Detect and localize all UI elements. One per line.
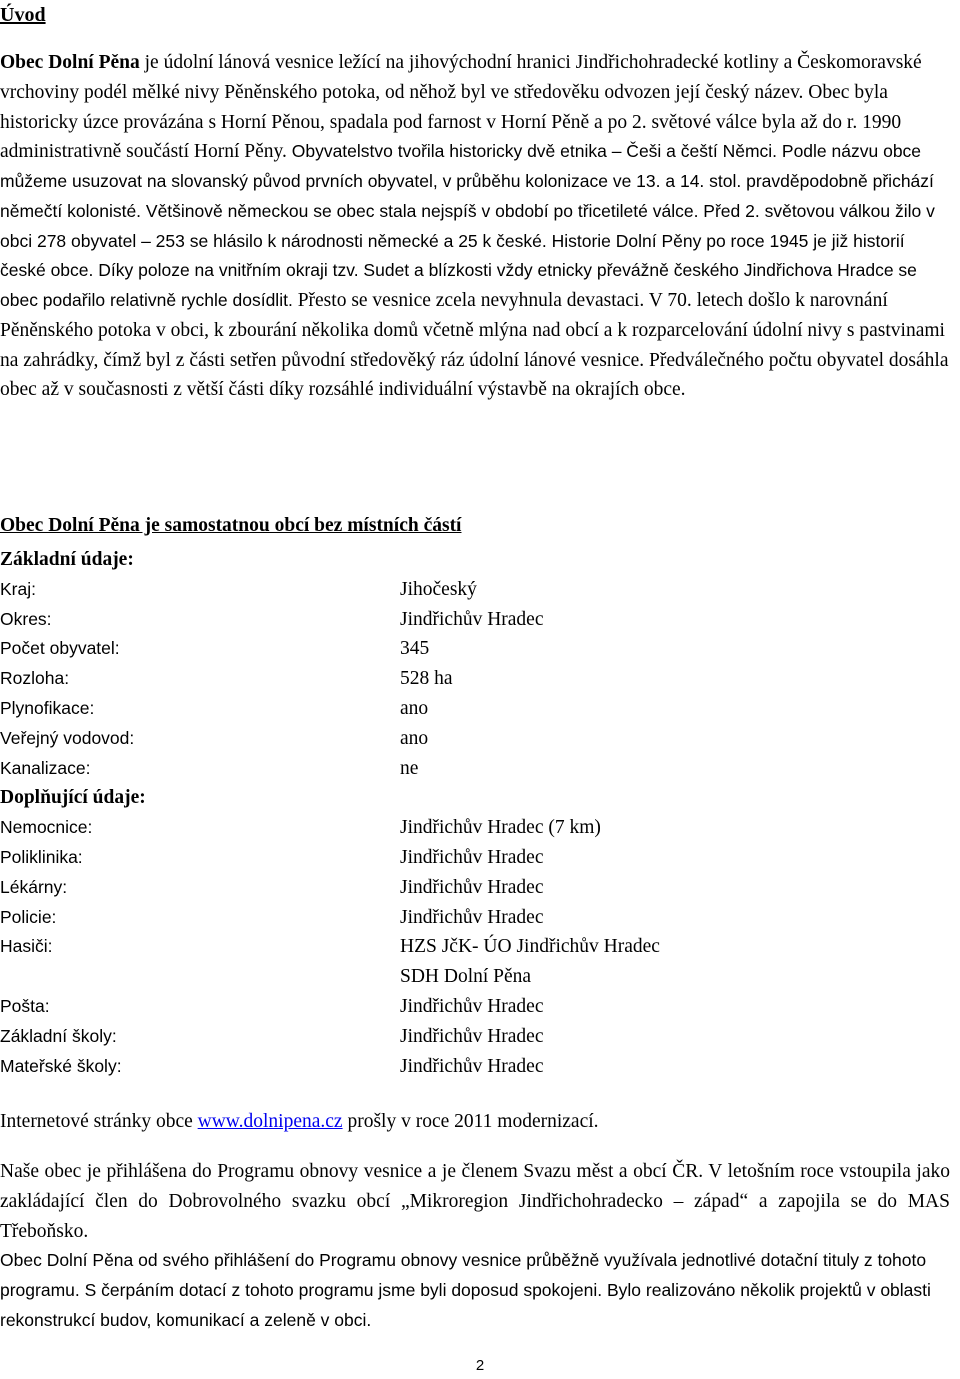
row-label: Lékárny: <box>0 876 68 897</box>
row-label: Kraj: <box>0 578 36 599</box>
intro-paragraph <box>0 48 950 405</box>
row-label: Kanalizace: <box>0 757 91 778</box>
row-value: Jindřichův Hradec <box>400 876 544 898</box>
row-value: 528 ha <box>400 668 453 690</box>
info-table <box>0 545 950 1081</box>
row-label: Okres: <box>0 608 52 629</box>
table-row <box>0 843 950 873</box>
program-paragraph-1: Naše obec je přihlášena do Programu obnovy vesnice a je členem Svazu měst a obcí ČR. V letošním roce vstoupila jako zakládající člen do Dobrovolného svazku obcí „Mikroregion Jindřichohradecko – západ“ a zapojila se do MAS Třeboňsko. <box>0 1161 950 1242</box>
table-row <box>0 813 950 843</box>
row-value: Jihočeský <box>400 578 477 600</box>
row-value: Jindřichův Hradec <box>400 995 544 1017</box>
row-label: Policie: <box>0 906 57 927</box>
row-label: Nemocnice: <box>0 817 93 838</box>
table-row <box>0 873 950 903</box>
row-value: HZS JčK- ÚO Jindřichův Hradec <box>400 936 660 958</box>
website-paragraph <box>0 1107 950 1137</box>
intro-village-name: Obec Dolní Pěna <box>0 52 140 73</box>
row-label: Veřejný vodovod: <box>0 727 135 748</box>
basic-info-title: Základní údaje: <box>0 549 134 570</box>
row-value: Jindřichův Hradec <box>400 1025 544 1047</box>
row-label: Poliklinika: <box>0 846 83 867</box>
table-row <box>0 1052 950 1082</box>
additional-info-header <box>0 783 950 813</box>
website-link[interactable]: www.dolnipena.cz <box>197 1111 343 1132</box>
row-value: ano <box>400 697 429 719</box>
row-label: Pošta: <box>0 995 50 1016</box>
table-row <box>0 903 950 933</box>
basic-info-header <box>0 545 950 575</box>
row-value: Jindřichův Hradec <box>400 906 544 928</box>
website-text-before: Internetové stránky obce <box>0 1111 198 1132</box>
table-row <box>0 962 950 992</box>
section-title: Obec Dolní Pěna je samostatnou obcí bez místních částí <box>0 515 462 536</box>
table-row <box>0 664 950 694</box>
intro-sentence-ethnics: Obyvatelstvo tvořila historicky dvě etnika – Češi a čeští Němci. Podle názvu obce můžeme usuzovat na slovanský původ prvních obyvatel, v průběhu kolonizace ve 13. a 14. stol. pravděpodobně přichází němečtí kolonisté. Většinově německou se obec stala nejspíš v období po třicetileté válce. Před 2. světovou válkou žilo v obci 278 obyvatel – 253 se hlásilo k národnosti německé a 25 k české. Historie Dolní Pěny po roce 1945 je již historií české obce. Díky poloze na vnitřním okraji tzv. Sudet a blízkosti vždy etnicky převážně českého Jindřichova Hradce se obec podařilo relativně rychle dosídlit. <box>0 141 935 310</box>
row-value: ne <box>400 757 419 779</box>
row-value: SDH Dolní Pěna <box>400 966 532 988</box>
row-label: Rozloha: <box>0 668 70 689</box>
row-label: Základní školy: <box>0 1025 117 1046</box>
table-row <box>0 694 950 724</box>
row-value: 345 <box>400 638 430 660</box>
program-paragraph-2: Obec Dolní Pěna od svého přihlášení do Programu obnovy vesnice průběžně využívala jednotlivé dotační tituly z tohoto programu. S čerpáním dotací z tohoto programu jsme byli doposud spokojeni. Bylo realizováno několik projektů v oblasti rekonstrukcí budov, komunikací a zeleně v obci. <box>0 1250 931 1330</box>
row-label: Mateřské školy: <box>0 1055 122 1076</box>
table-row <box>0 634 950 664</box>
table-row <box>0 605 950 635</box>
table-row <box>0 932 950 962</box>
row-value: Jindřichův Hradec <box>400 608 544 630</box>
row-label: Hasiči: <box>0 936 53 957</box>
table-row <box>0 1022 950 1052</box>
website-text-after: prošly v roce 2011 modernizací. <box>342 1111 599 1132</box>
row-label: Počet obyvatel: <box>0 638 120 659</box>
page-heading: Úvod <box>0 4 46 26</box>
table-row <box>0 754 950 784</box>
row-value: Jindřichův Hradec (7 km) <box>400 817 601 839</box>
intro-sentence-geography: je údolní lánová vesnice ležící na jihovýchodní hranici Jindřichohradecké kotliny a Českomoravské vrchoviny podél mělké nivy Pěněnského potoka, od něhož byl ve středověku odvozen její český název. Obec byla historicky úzce provázána s Horní Pěnou, spadala pod farnost v Horní Pěně a po 2. světové válce byla až do r. 1990 administrativně součástí Horní Pěny. <box>0 52 922 163</box>
table-row <box>0 992 950 1022</box>
row-value: ano <box>400 727 429 749</box>
page-number: 2 <box>475 1357 485 1374</box>
table-row <box>0 575 950 605</box>
row-value: Jindřichův Hradec <box>400 1055 544 1077</box>
row-value: Jindřichův Hradec <box>400 846 544 868</box>
row-label: Plynofikace: <box>0 697 95 718</box>
additional-info-title: Doplňující údaje: <box>0 787 146 809</box>
table-row <box>0 724 950 754</box>
intro-sentence-devastation: Přesto se vesnice zcela nevyhnula devastaci. V 70. letech došlo k narovnání Pěněnského potoka v obci, k zbourání několika domů včetně mlýna nad obcí a k rozparcelování údolní nivy s pastvinami na zahrádky, čímž byl z části setřen původní středověký ráz údolní lánové vesnice. Předválečného počtu obyvatel dosáhla obec až v současnosti z větší části díky rozsáhlé individuální výstavbě na okrajích obce. <box>0 290 949 401</box>
